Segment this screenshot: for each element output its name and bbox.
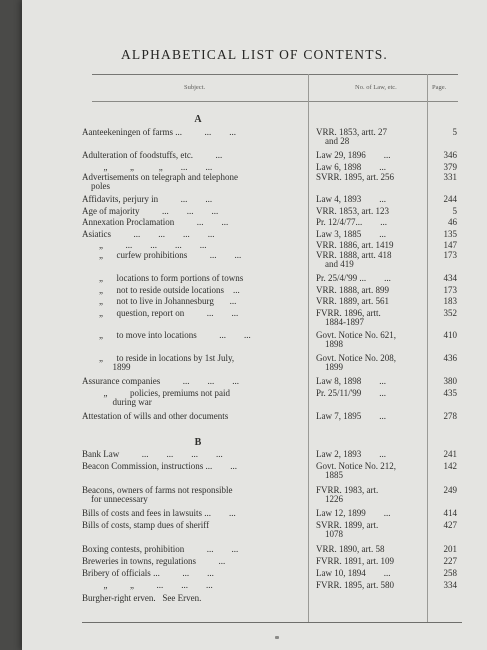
entry-subject: Beacon Commission, instructions ... ... [82, 461, 237, 471]
entry-subject: Assurance companies ... ... ... [82, 376, 239, 386]
entry-subject: Attestation of wills and other documents [82, 411, 229, 421]
entry-page-number: 5 [452, 206, 457, 216]
entry-law-ref: Law 29, 1896 ... [316, 150, 391, 160]
entry-law-ref: Pr. 25/4/'99 ... ... [316, 273, 391, 283]
entry-subject: Beacons, owners of farms not responsible for unnecessary [82, 485, 233, 504]
entry-law-ref: Law 7, 1895 ... [316, 411, 386, 421]
page-footer-mark [275, 636, 279, 639]
entry-page-number: 380 [443, 376, 457, 386]
entry-law-ref: VRR. 1853, art. 123 [316, 206, 389, 216]
entry-page-number: 244 [443, 194, 457, 204]
entry-page-number: 278 [443, 411, 457, 421]
entry-law-ref: Law 10, 1894 ... [316, 568, 391, 578]
entry-page-number: 410 [443, 330, 457, 340]
entry-subject: „ „ ... ... ... [90, 580, 213, 590]
header-top-rule [92, 74, 458, 75]
entry-law-ref: Law 2, 1893 ... [316, 449, 386, 459]
entry-page-number: 258 [443, 568, 457, 578]
entry-law-ref: FVRR. 1896, artt. 1884-1897 [316, 308, 381, 327]
entry-subject: Aanteekeningen of farms ... ... ... [82, 127, 236, 137]
entry-page-number: 352 [443, 308, 457, 318]
section-heading: A [194, 114, 202, 125]
entry-law-ref: Law 3, 1885 ... [316, 229, 386, 239]
entry-law-ref: FVRR. 1891, art. 109 [316, 556, 395, 566]
entry-page-number: 135 [443, 229, 457, 239]
entry-subject: „ to move into locations ... ... [90, 330, 251, 340]
entry-subject: Affidavits, perjury in ... ... [82, 194, 213, 204]
entry-law-ref: Law 12, 1899 ... [316, 508, 391, 518]
entry-law-ref: SVRR. 1895, art. 256 [316, 172, 395, 182]
entry-law-ref: VRR. 1886, art. 1419 [316, 240, 394, 250]
entry-page-number: 142 [443, 461, 457, 471]
entry-law-ref: VRR. 1853, artt. 27 and 28 [316, 127, 387, 146]
entry-page-number: 147 [443, 240, 457, 250]
entry-law-ref: VRR. 1890, art. 58 [316, 544, 385, 554]
entry-law-ref: Law 6, 1898 ... [316, 162, 386, 172]
entry-page-number: 46 [448, 217, 457, 227]
section-heading: B [194, 437, 202, 448]
column-divider-law-page [427, 74, 428, 622]
entry-law-ref: VRR. 1889, art. 561 [316, 296, 389, 306]
document-page [22, 0, 487, 650]
entry-law-ref: Govt. Notice No. 208, 1899 [316, 353, 396, 372]
entry-page-number: 434 [443, 273, 457, 283]
entry-page-number: 249 [443, 485, 457, 495]
entry-law-ref: Law 4, 1893 ... [316, 194, 386, 204]
entry-subject: Bills of costs, stamp dues of sheriff [82, 520, 210, 530]
entry-law-ref: SVRR. 1899, art. 1078 [316, 520, 379, 539]
entry-subject: „ to reside in locations by 1st July, 1899 [99, 353, 235, 372]
entry-subject: Advertisements on telegraph and telephone poles [82, 172, 238, 191]
page-title: ALPHABETICAL LIST OF CONTENTS. [120, 47, 388, 62]
entry-law-ref: Pr. 25/11/'99 ... [316, 388, 387, 398]
table-bottom-rule [82, 622, 462, 623]
entry-page-number: 331 [443, 172, 457, 182]
entry-law-ref: Govt. Notice No. 621, 1898 [316, 330, 396, 349]
entry-page-number: 227 [443, 556, 457, 566]
entry-subject: Bribery of officials ... ... ... [82, 568, 214, 578]
entry-subject: Annexation Proclamation ... ... [82, 217, 229, 227]
entry-subject: Asiatics ... ... ... ... [82, 229, 215, 239]
entry-page-number: 427 [443, 520, 457, 530]
entry-subject: „ „ „ ... ... [90, 162, 213, 172]
column-header-law: No. of Law, etc. [355, 84, 397, 91]
entry-law-ref: FVRR. 1895, art. 580 [316, 580, 395, 590]
entry-page-number: 173 [443, 285, 457, 295]
entry-subject: „ question, report on ... ... [90, 308, 239, 318]
entry-subject: „ policies, premiums not paid during war [103, 388, 230, 407]
entry-page-number: 435 [443, 388, 457, 398]
entry-page-number: 201 [443, 544, 457, 554]
entry-page-number: 5 [452, 127, 457, 137]
entry-page-number: 334 [443, 580, 457, 590]
entry-law-ref: Govt. Notice No. 212, 1885 [316, 461, 396, 480]
entry-subject: Burgher-right erven. See Erven. [82, 593, 202, 603]
entry-subject: „ curfew prohibitions ... ... [90, 250, 242, 260]
entry-page-number: 241 [443, 449, 457, 459]
column-header-subject: Subject. [184, 84, 206, 91]
entry-page-number: 414 [443, 508, 457, 518]
entry-subject: Adulteration of foodstuffs, etc. ... [82, 150, 223, 160]
entry-subject: Boxing contests, prohibition ... ... [82, 544, 239, 554]
entry-subject: „ ... ... ... ... [90, 240, 207, 250]
header-bottom-rule [92, 101, 458, 102]
entry-law-ref: Law 8, 1898 ... [316, 376, 386, 386]
entry-subject: Age of majority ... ... ... [82, 206, 219, 216]
entry-law-ref: Pr. 12/4/77... ... [316, 217, 388, 227]
entry-law-ref: VRR. 1888, art. 899 [316, 285, 389, 295]
entry-page-number: 346 [443, 150, 457, 160]
column-header-page: Page. [432, 84, 447, 91]
entry-subject: „ not to reside outside locations ... [90, 285, 240, 295]
entry-page-number: 436 [443, 353, 457, 363]
entry-subject: Bank Law ... ... ... ... [82, 449, 223, 459]
entry-page-number: 173 [443, 250, 457, 260]
entry-subject: Bills of costs and fees in lawsuits ... ... [82, 508, 236, 518]
entry-law-ref: VRR. 1888, artt. 418 and 419 [316, 250, 392, 269]
entry-page-number: 379 [443, 162, 457, 172]
entry-subject: „ not to live in Johannesburg ... [90, 296, 237, 306]
entry-page-number: 183 [443, 296, 457, 306]
entry-law-ref: FVRR. 1983, art. 1226 [316, 485, 379, 504]
entry-subject: „ locations to form portions of towns [90, 273, 244, 283]
column-divider-subject-law [308, 74, 309, 622]
entry-subject: Breweries in towns, regulations ... [82, 556, 226, 566]
